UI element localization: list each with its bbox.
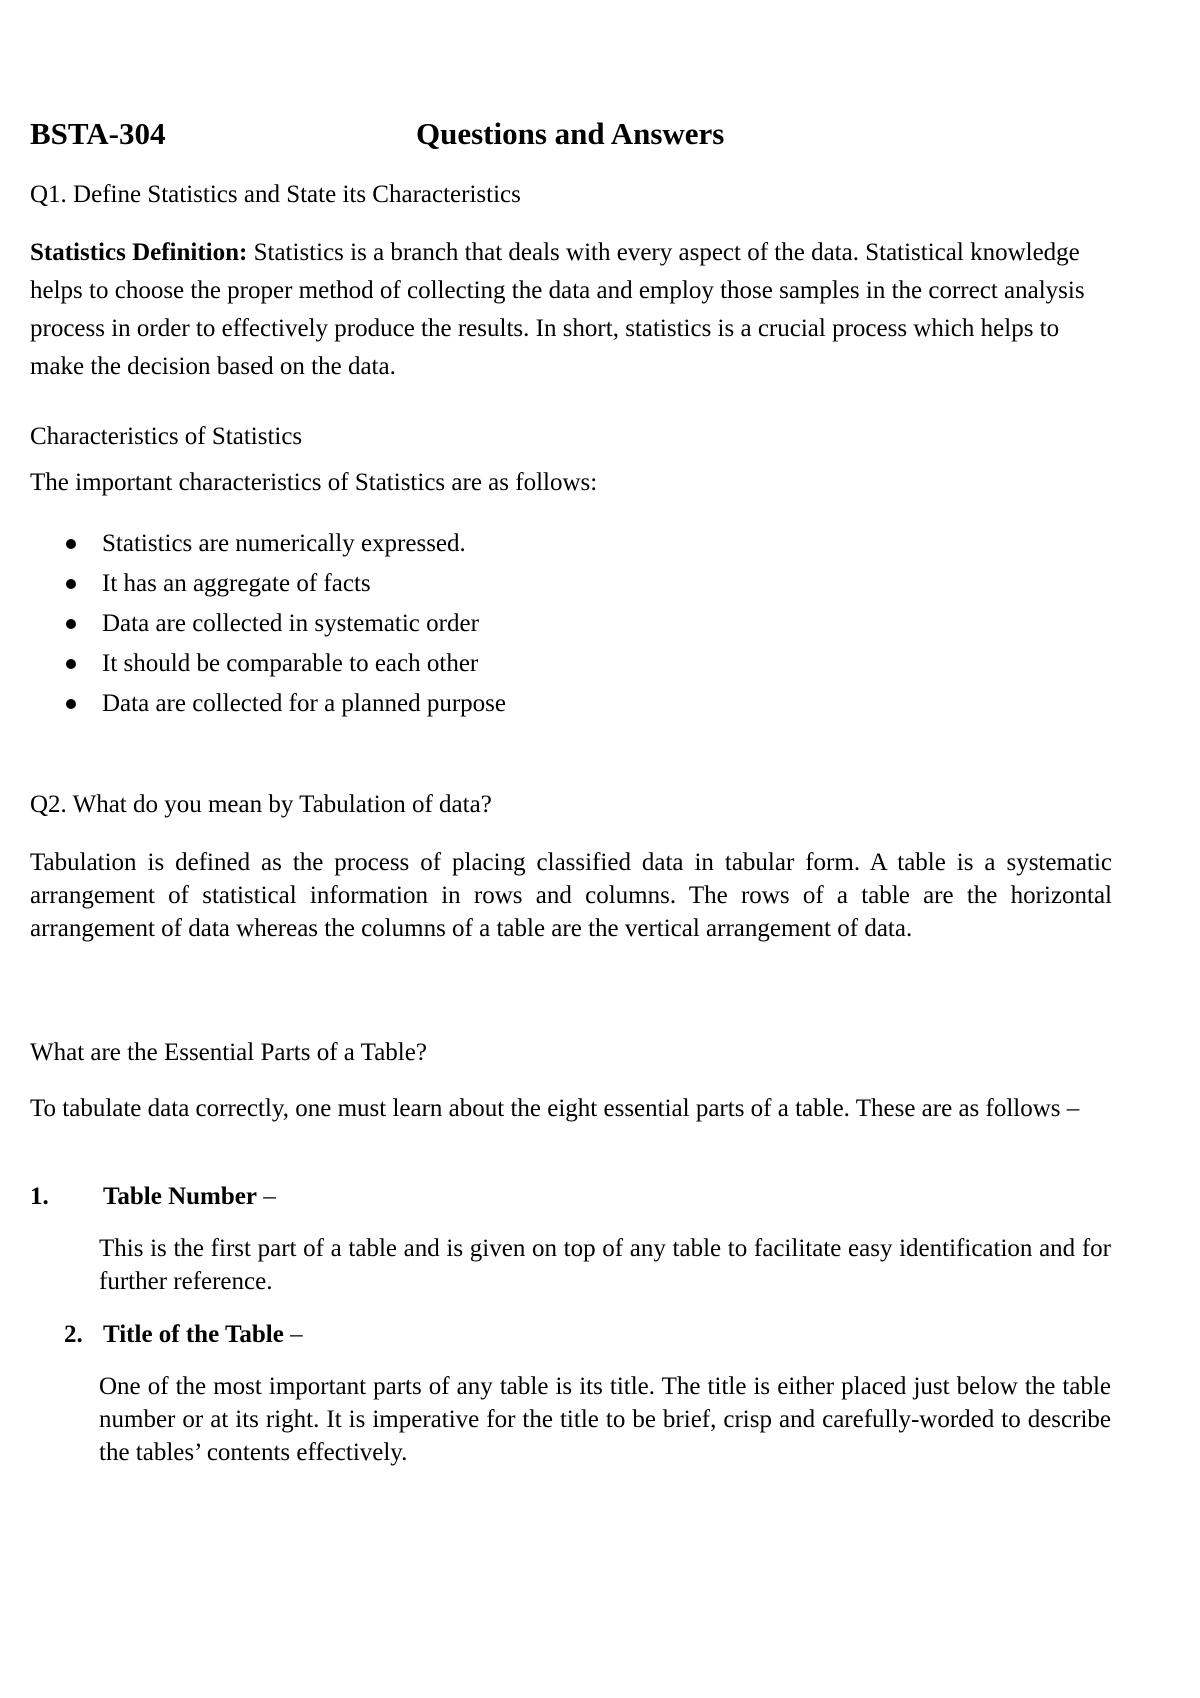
bullet-icon — [66, 539, 76, 549]
list-item: It has an aggregate of facts — [30, 564, 1030, 604]
list-item: Data are collected for a planned purpose — [30, 684, 1030, 724]
parts-intro: To tabulate data correctly, one must learn about the eight essential parts of a table. These are as follows – — [30, 1095, 1080, 1122]
characteristics-list — [30, 524, 1030, 724]
bullet-icon — [66, 659, 76, 669]
part-1-heading: Table Number – — [103, 1183, 276, 1210]
part-2-body: One of the most important parts of any table is its title. The title is either placed just below the table number or at its right. It is imperative for the title to be brief, crisp and carefully-worded to describe the tables’ contents effectively. — [99, 1373, 1111, 1466]
part-1-body: This is the first part of a table and is given on top of any table to facilitate easy identification and for further reference. — [99, 1235, 1111, 1295]
course-code: BSTA-304 — [30, 116, 166, 151]
list-item: Statistics are numerically expressed. — [30, 524, 1030, 564]
q2-answer: Tabulation is defined as the process of placing classified data in tabular form. A table is a systematic arrangement of statistical information in rows and columns. The rows of a table are the horizontal arrangement of data whereas the columns of a table are the vertical arrangement of data. — [30, 849, 1112, 942]
part-2-heading: Title of the Table – — [103, 1321, 303, 1348]
bullet-icon — [66, 619, 76, 629]
definition-text: Statistics is a branch that deals with every aspect of the data. Statistical knowledge helps to choose the proper method of collecting the data and employ those samples in the correct analysis process in order to effectively produce the results. In short, statistics is a crucial process which helps to make the decision based on the data. — [30, 239, 1085, 380]
q2-question: Q2. What do you mean by Tabulation of data? — [30, 791, 492, 818]
document-title: Questions and Answers — [416, 116, 725, 151]
list-item: Data are collected in systematic order — [30, 604, 1030, 644]
q1-question: Q1. Define Statistics and State its Characteristics — [30, 181, 521, 208]
list-item: It should be comparable to each other — [30, 644, 1030, 684]
definition-label: Statistics Definition: — [30, 239, 248, 266]
document-header — [30, 112, 1130, 156]
characteristics-heading: Characteristics of Statistics — [30, 423, 303, 450]
characteristics-intro: The important characteristics of Statistics are as follows: — [30, 469, 598, 496]
q1-definition — [30, 234, 1112, 386]
bullet-icon — [66, 579, 76, 589]
bullet-icon — [66, 699, 76, 709]
part-2-number: 2. — [64, 1321, 83, 1348]
part-1-number: 1. — [30, 1183, 49, 1210]
parts-question: What are the Essential Parts of a Table? — [30, 1039, 427, 1066]
